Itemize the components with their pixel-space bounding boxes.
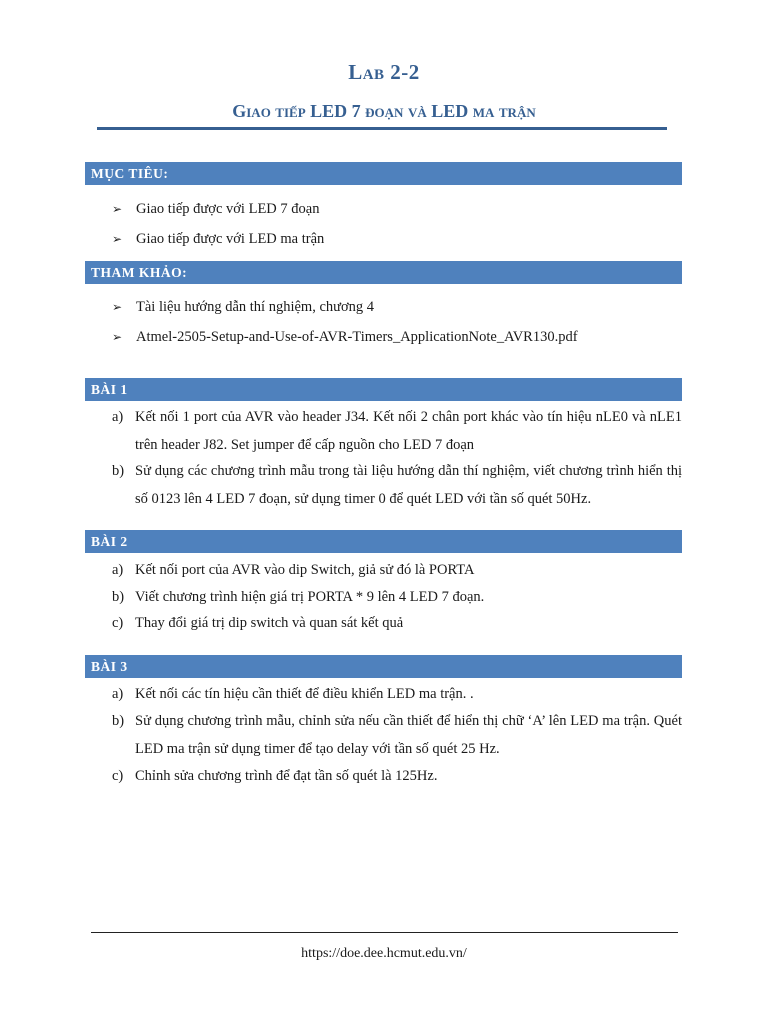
arrow-bullet-icon: ➢ (112, 330, 123, 344)
arrow-bullet-icon: ➢ (112, 300, 123, 314)
reference-item: ➢ Tài liệu hướng dẫn thí nghiệm, chương 4 (112, 299, 375, 315)
page-title: Lab 2-2 (348, 60, 420, 84)
footer-divider (91, 932, 678, 933)
arrow-bullet-icon: ➢ (112, 232, 123, 246)
footer-url[interactable]: https://doe.dee.hcmut.edu.vn/ (301, 946, 467, 961)
title-divider (97, 127, 667, 130)
exercise-item: b) Viết chương trình hiện giá trị PORTA * 9 lên 4 LED 7 đoạn. (112, 589, 485, 605)
exercise-item: c) Thay đổi giá trị dip switch và quan sát kết quả (112, 615, 404, 631)
arrow-bullet-icon: ➢ (112, 202, 123, 216)
objective-item: ➢ Giao tiếp được với LED 7 đoạn (112, 201, 320, 217)
section-heading-bai3: BÀI 3 (85, 655, 682, 678)
page-subtitle: Giao tiếp LED 7 đoạn và LED ma trận (232, 101, 536, 121)
section-heading-references: THAM KHẢO: (85, 261, 682, 284)
reference-item: ➢ Atmel-2505-Setup-and-Use-of-AVR-Timers_ApplicationNote_AVR130.pdf (112, 329, 578, 345)
exercise-item: b) Sử dụng chương trình mẫu, chỉnh sửa nếu cần thiết để hiển thị chữ ‘A’ lên LED ma trận. Quét LED ma trận sử dụng timer để tạo delay với tần số quét 25 Hz. (112, 713, 682, 757)
exercise-item: a) Kết nối các tín hiệu cần thiết để điều khiển LED ma trận. . (112, 686, 474, 702)
exercise-item: a) Kết nối port của AVR vào dip Switch, giả sử đó là PORTA (112, 562, 475, 578)
exercise-item: b) Sử dụng các chương trình mẫu trong tài liệu hướng dẫn thí nghiệm, viết chương trình hiển thị số 0123 lên 4 LED 7 đoạn, sử dụng timer 0 để quét LED với tần số quét 50Hz. (112, 463, 682, 507)
section-heading-bai1: BÀI 1 (85, 378, 682, 401)
exercise-item: a) Kết nối 1 port của AVR vào header J34. Kết nối 2 chân port khác vào tín hiệu nLE0 và nLE1 trên header J82. Set jumper để cấp nguồn cho LED 7 đoạn (112, 409, 682, 453)
section-heading-bai2: BÀI 2 (85, 530, 682, 553)
objective-item: ➢ Giao tiếp được với LED ma trận (112, 231, 325, 247)
section-heading-objectives: MỤC TIÊU: (85, 162, 682, 185)
exercise-item: c) Chỉnh sửa chương trình để đạt tần số quét là 125Hz. (112, 768, 438, 784)
